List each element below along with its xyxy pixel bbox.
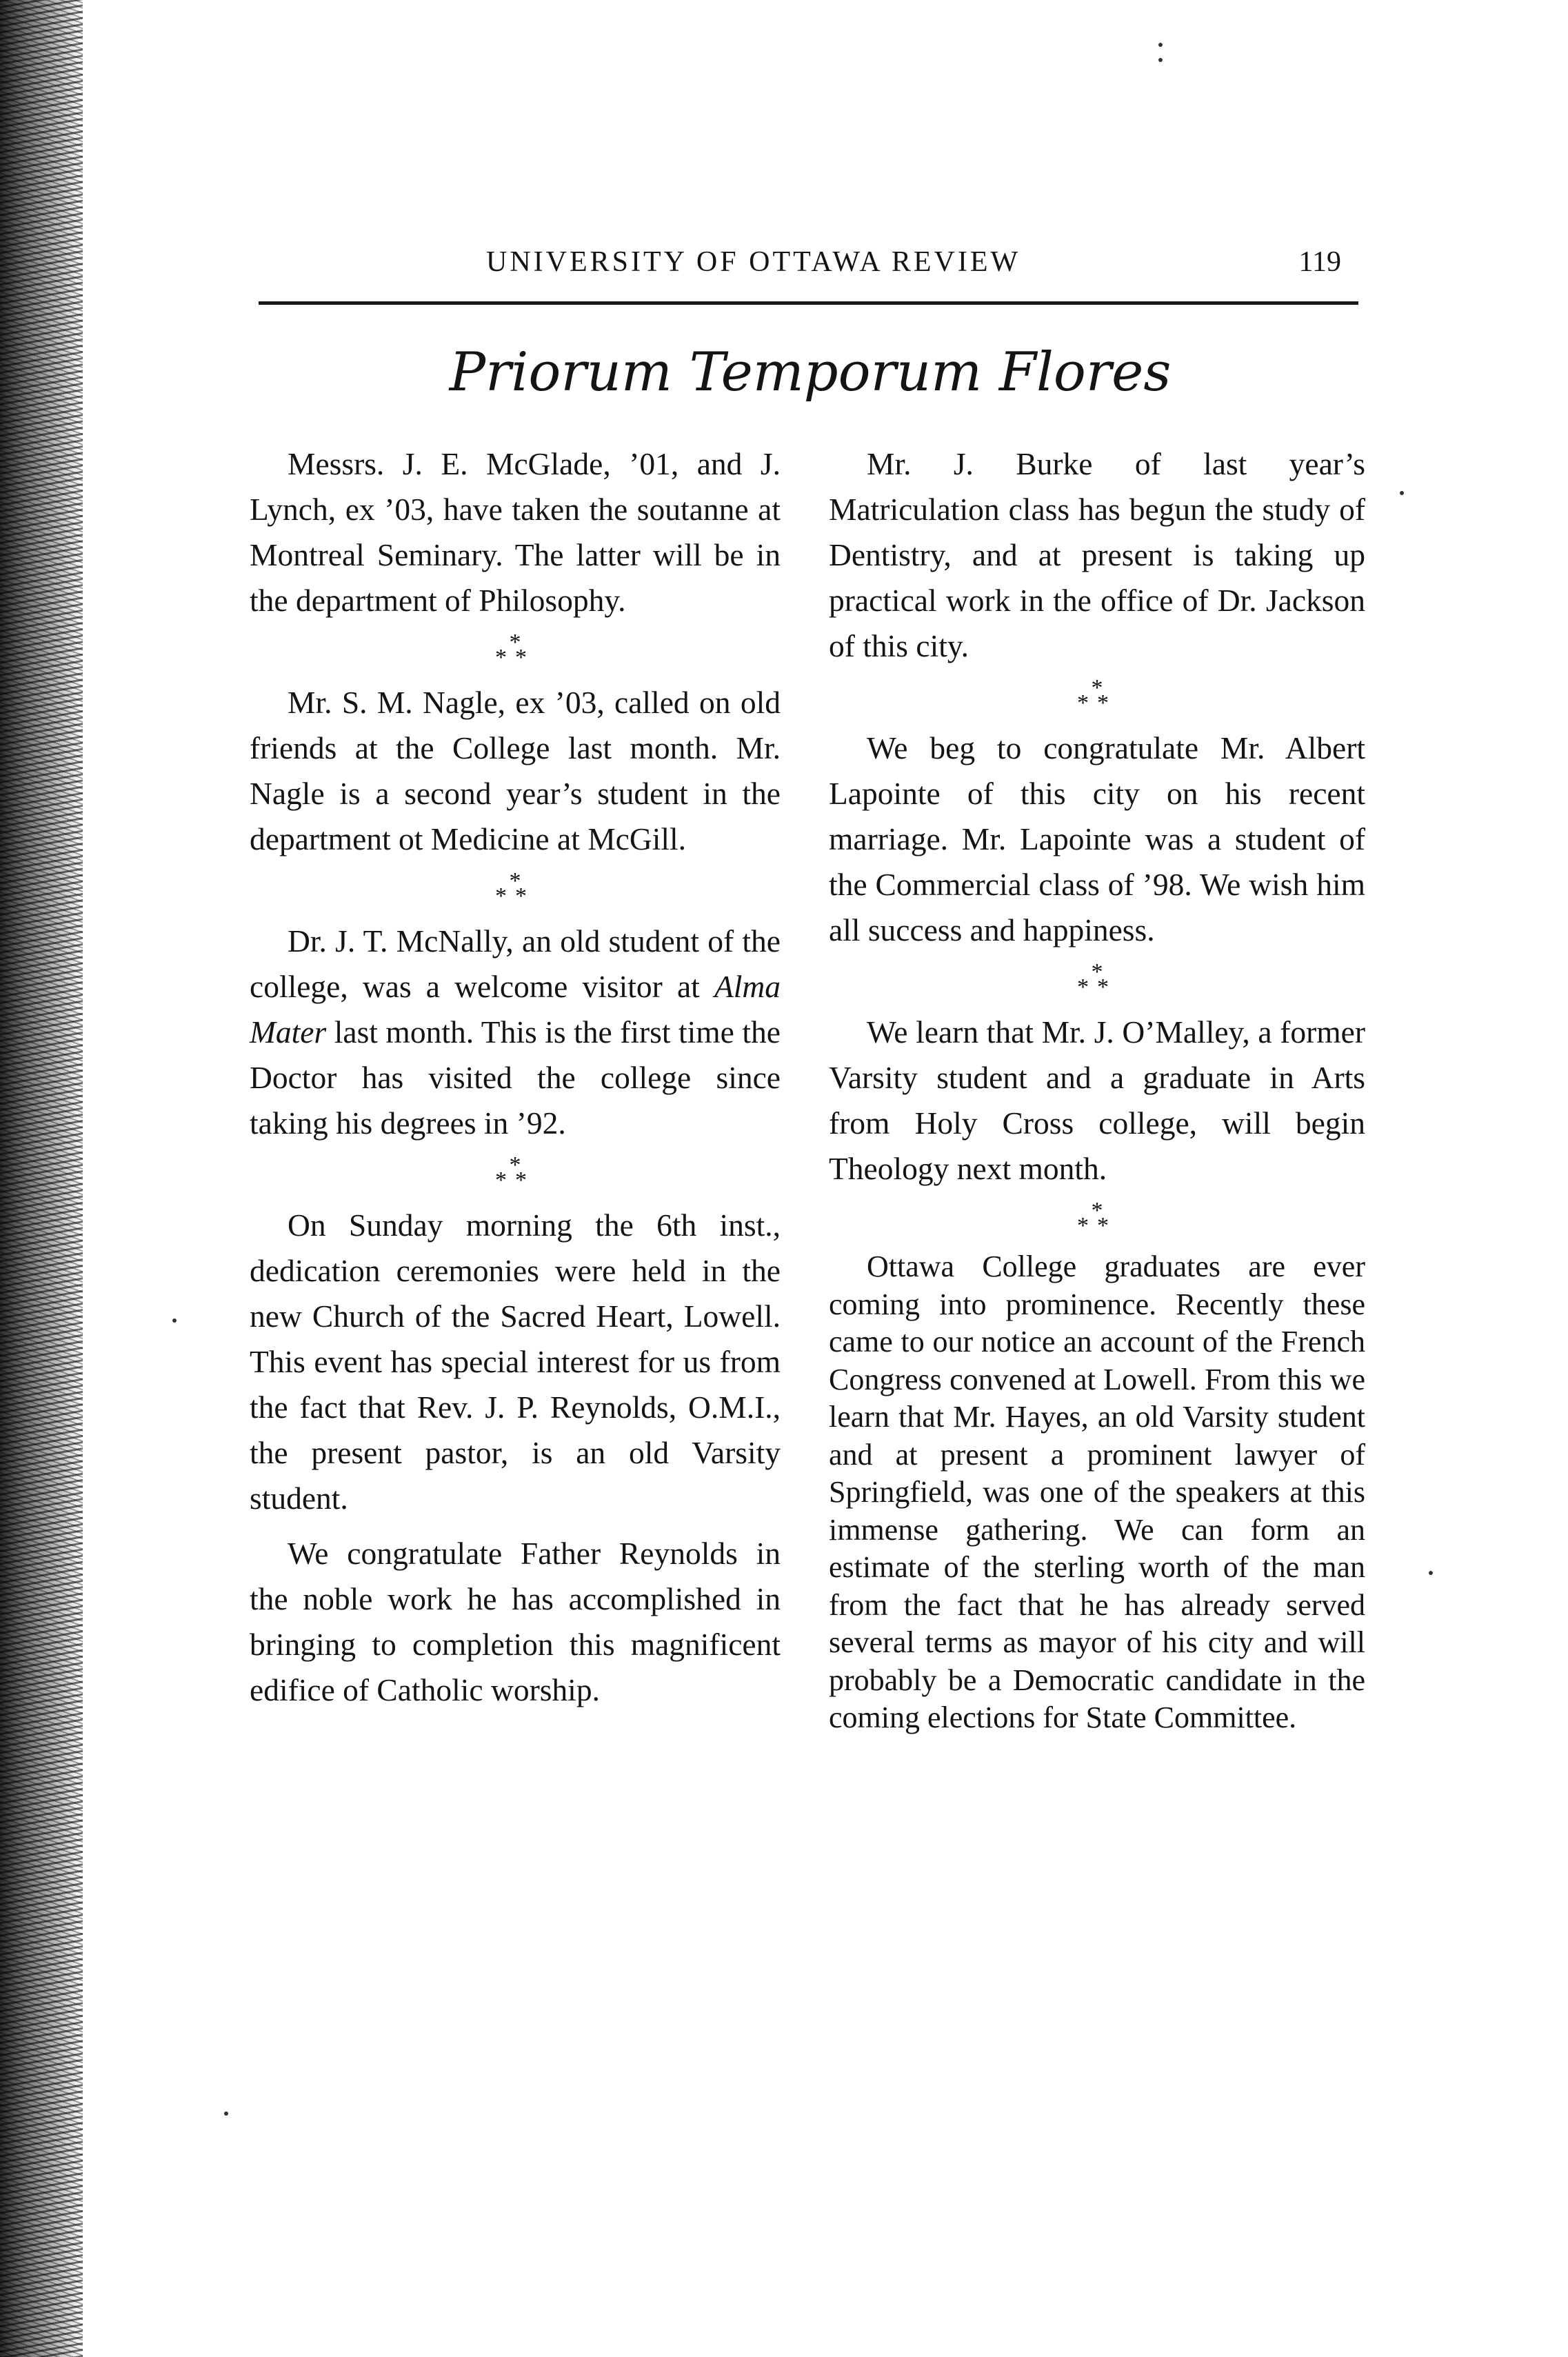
binding-edge [0,0,83,2357]
separator-star: * [1097,690,1117,716]
article-burke: Mr. J. Burke of last year’s Matriculation class has begun the study of Dentistry, and at present is taking up practical work in the office of Dr. Jackson of this city. [829,446,1365,663]
running-title: UNIVERSITY OF OTTAWA REVIEW [486,246,1021,278]
section-separator [250,630,781,670]
section-separator [829,675,1365,716]
separator-star: * [1091,959,1103,985]
scan-speck [1429,1571,1433,1575]
article-lapointe: We beg to congratulate Mr. Albert Lapointe of this city on his recent marriage. Mr. Lapointe was a student of the Commercial class of ’98. We wish him all success and happiness. [829,730,1365,947]
separator-star: * [515,1167,535,1193]
article-mcnally: Dr. J. T. McNally, an old student of the college, was a welcome visitor at Alma Mater last month. This is the first time the Doctor has visited the college since taking his degrees in ’92. [250,923,781,1141]
article-mcglade-lynch: Messrs. J. E. McGlade, ’01, and J. Lynch, ex ’03, have taken the soutanne at Montreal Seminary. The latter will be in the department of Philosophy. [250,446,781,618]
section-separator [250,1152,781,1193]
separator-star: * [495,883,515,909]
separator-star: * [1077,974,1097,1000]
left-column [250,441,781,1713]
scan-speck [1158,43,1163,47]
scan-speck [172,1318,177,1323]
alma-mater-text: Alma Mater [250,969,781,1050]
article-nagle: Mr. S. M. Nagle, ex ’03, called on old friends at the College last month. Mr. Nagle is a second year’s student in the department ot Medicine at McGill. [250,685,781,856]
right-column [829,441,1365,1737]
separator-star: * [1097,1213,1117,1238]
scan-speck [224,2112,228,2116]
section-separator [250,868,781,909]
article-sacred-heart: On Sunday morning the 6th inst., dedication ceremonies were held in the new Church of the Sacred Heart, Lowell. This event has special interest for us from the fact that Rev. J. P. Reynolds, O.M.I., the present pastor, is an old Varsity student. [250,1207,781,1516]
separator-star: * [1097,974,1117,1000]
separator-star: * [1091,1198,1103,1223]
separator-star: * [509,868,521,894]
separator-star: * [1077,1213,1097,1238]
header-rule [259,301,1358,305]
separator-star: * [495,645,515,670]
section-title: Priorum Temporum Flores [449,341,1172,403]
article-hayes: Ottawa College graduates are ever coming into prominence. Recently these came to our notice an account of the French Congress convened at Lowell. From this we learn that Mr. Hayes, an old Varsity student and at present a prominent lawyer of Springfield, was one of the speakers at this immense gathering. We can form an estimate of the sterling worth of the man from the fact that he has already served several terms as mayor of his city and will probably be a Democratic candidate in the coming elections for State Committee. [829,1250,1365,1734]
page-header [259,240,1362,288]
separator-star: * [515,883,535,909]
page-number: 119 [1298,246,1341,278]
scan-speck [1158,58,1163,62]
separator-star: * [515,645,535,670]
scan-speck [1400,491,1404,495]
separator-star: * [509,630,521,655]
separator-star: * [1091,675,1103,701]
section-separator [829,1198,1365,1238]
separator-star: * [509,1152,521,1178]
article-omalley: We learn that Mr. J. O’Malley, a former Varsity student and a graduate in Arts from Holy Cross college, will begin Theology next month. [829,1014,1365,1186]
section-separator [829,959,1365,1000]
separator-star: * [1077,690,1097,716]
article-father-reynolds: We congratulate Father Reynolds in the noble work he has accomplished in bringing to completion this magnificent edifice of Catholic worship. [250,1536,781,1707]
separator-star: * [495,1167,515,1193]
